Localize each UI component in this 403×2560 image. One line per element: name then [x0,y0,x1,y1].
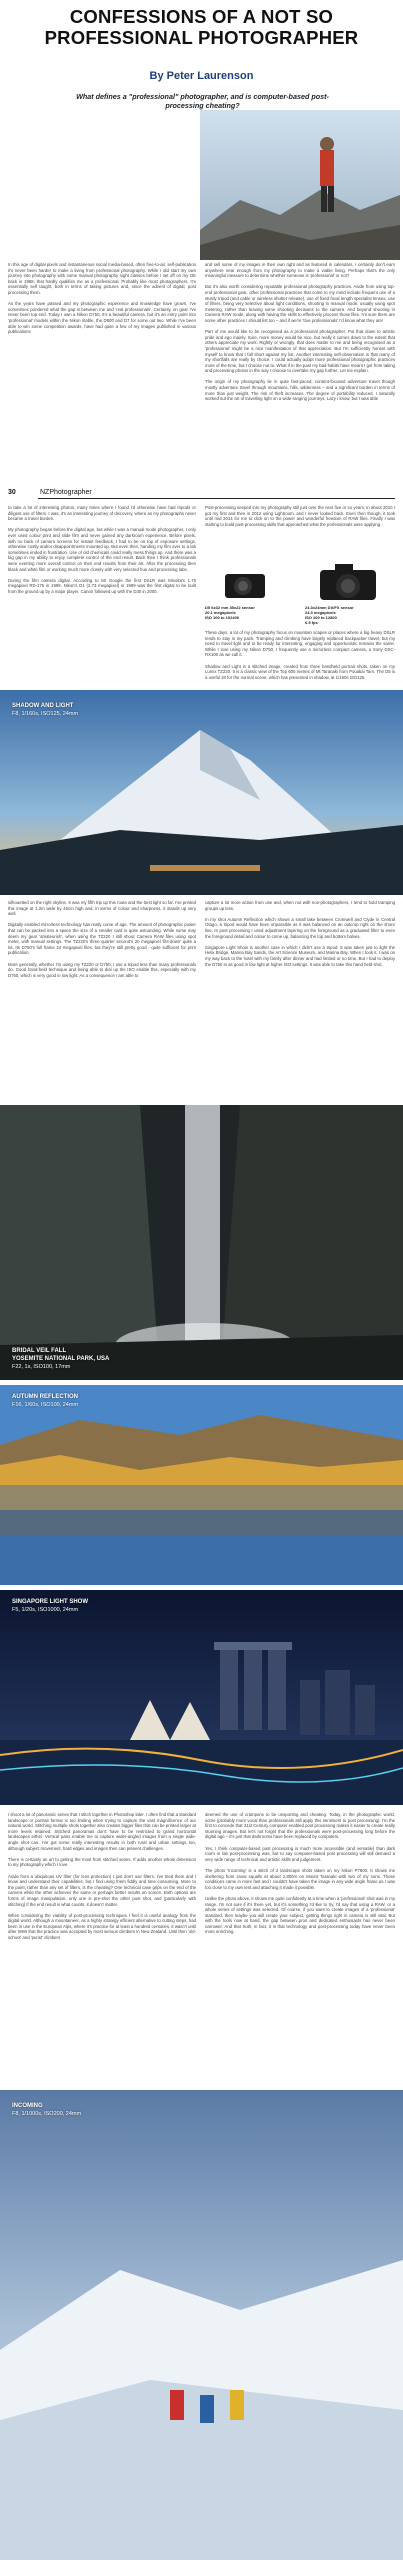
intro-left-column [8,262,196,477]
photo-3-exif: F16, 1/60s, ISO100, 24mm [12,1402,79,1408]
photo-3-title: AUTUMN REFLECTION [12,1394,78,1400]
photo-3-caption [12,1393,78,1409]
photo-1-caption [12,702,78,718]
photo-1-title: SHADOW AND LIGHT [12,703,74,709]
page-number: 30 [8,489,16,496]
hero-photo [200,110,400,260]
body-2-right-column [205,505,395,560]
photo-2-exif: F22, 1s, ISO100, 17mm [12,1364,71,1370]
body-4-left-text: silhouetted on the right skyline. It was my fifth trip up this route and the best light so far. I've printed this image at 1.2m wide by 45cm high and, in terms of colour and sharpness, it stands up very well. Digitally enabled mirrorless technology has really come of age. The amount of photographic power that can be packed into a space the size of a smaller card is quite astounding. While some may deem my gear 'amateurish', when using the TZ220 I still shoot Camera RAW files using spot meter, with manual settings. The TZ220's three quarter second's 20 megapixel 'fits-down' quite a lot. Its D750's full frame 24 megapixel files, but they're still pretty good - quite sufficient for print publication. More generally, whether I'm using my TZ220 or D750, I use a tripod less than many professionals do. Good hand-held technique and being able to dial up the ISO enable this, especially with my D750, which is very good in low light. As a consequence I am able to [8,900,196,978]
body-5-left-column [8,1812,196,2084]
body-5-left-text: I shoot a lot of panoramic series that I stitch together in Photoshop later. I often find that a standard landscape or portrait format is too limiting when trying to capture the vast magnificence of our natural world. Stitching multiple shots together also creates bigger files that can be printed larger at more levels retained. Stitched panoramas don't have to be restricted to grand horizontal landscapes either. Vertical pans enable me to capture wider-angled images from a single wide-angle shot can. I've got some really interesting results in both rural and urban settings too, although subject movement, hard edges and images then can present challenges. There is certainly an art to getting the most from stitched series. If adds another whole dimension to my photography which I love. Aside from a ubiquitous UV filter (for lens protection) I just don't use filters. I've tried them and I know and understand their capabilities, but I find using them fiddly and time consuming. More to the point, rather than any set of filters, is the cheating? One technical case grips on the end of the camera while the other achieves the same or perhaps better results on screen. Both options are forms of image manipulation, only one is pre-shot the other post shot, and (particularly with stitching) if the end result is what counts, it doesn't matter. When considering the viability of post-processing techniques I feel it is useful analogy from the digital world. Although a mountaineer, as a highly strategy efficient alternative to cutting steps, had been in use in the European Alps, where it's practice for at least a hundred centuries, it wasn't until after WWI that the practice was accepted by most serious climbers in New Zealand. Until then 'old-school' and 'purist' climbers [8,1812,196,1941]
body-4-left-column [8,900,196,1100]
photo-bridal-veil-fall [0,1105,403,1380]
photo-4-caption [12,1598,88,1614]
photo-4-exif: F5, 1/20s, ISO1000, 24mm [12,1607,79,1613]
cameras-graphic [205,560,395,605]
body-5-right-column [205,1812,395,2084]
photo-1-exif: F8, 1/160s, ISO125, 24mm [12,711,79,717]
title-line-1: CONFESSIONS OF A NOT SO [69,6,334,27]
photo-5-caption [12,2102,81,2118]
camera-spec-right: 24.3x24mm DX/FX sensor 24.3 megapixels ISO 100 to 12800 6.5 fps [305,605,354,625]
body-4-right-text: capture a lot more action from use and, when not with non-photographers, I tend to hold tramping groups up less. In my shot Autumn Reflection which shows a small lake between Cromwell and Clyde in Central Otago, a tripod would have been impossible as it was balanced on an outcrop right on the shore line. In post processing I used adjustment layering on the foreground as a graduated filter to even the foreground detail and colour to come up, balancing the top and bottom halves. Singapore Light Show is another case in which I didn't use a tripod. It was taken just to light the Helix Bridge, Marina Bay Sands, the Art Science Museum, and Marina Bay. When I took it, I was on my way back to the hotel with my family after dinner and had limited or no time. But I had to deploy the D750 in as good in low light at higher ISO settings. It was able to take this hand held shot. [205,900,395,967]
incoming-graphic [0,2090,403,2560]
photo-singapore-light-show [0,1590,403,1805]
cameras-figure [205,560,395,625]
photo-5-title: INCOMING [12,2103,43,2109]
autumn-reflection-graphic [0,1385,403,1585]
body-3-right-text: These days, a lot of my photography focus on mountain scapes or places where a big heavy DSLR tends to stay in my pack. Tramping and climbing have largely replaced backpacker travel, but my need to travel light and to be ready for interesting, engaging and opportunistic remains the same. While I love using my Nikon D750, I frequently use a mirrorless compact camera, a Sony DSC-RX100 as we call it. Shadow and Light is a stitched image, created from three handheld portrait shots, taken on my Lumix TZ220. It is a classic view of the Top 600 metres of Mt Taranaki from Pouakai Tarn. The D5 is a useful 20 for the normal scene, which has presented in shadow, at 1/160s ISO125. [205,630,395,680]
article-subtitle: What defines a "professional" photographer, and is computer-based post-processing cheating? [76,92,329,110]
shadow-and-light-graphic [0,690,403,895]
body-4-right-column [205,900,395,1100]
photo-5-exif: F8, 1/1000s, ISO200, 24mm [12,2111,82,2117]
hero-photo-graphic [200,110,400,260]
bridal-veil-graphic [0,1105,403,1380]
photo-2-subtitle: YOSEMITE NATIONAL PARK, USA [12,1356,110,1362]
body-2-left-text: to take a lot of interesting photos, many times where I found I'd otherwise have had tripods or diligent use of filters. I was, it's an interesting journey of discovery, where as my photographs never became a travel burden. My photography began before the digital age, but while I was a manual mode photographer, I only ever used colour print and slide film and never gained any darkroom experience. Before pixels, with no back of camera screens for instant feedback, I had to be on top of exposure settings, otherwise costly and/or disappointments mounted up. But even then, handing my film over to a lab sometimes ended in frustration. Use of old chemicals could really mess things up. And there was a big gap in my ability to enjoy complete control of the end result. Back then I think professionals were exerting more overall control on their end results from their art. After the processing then black and white film or working much more closely with very selected hue and processing labs. During the film camera digital. According to Mr Google the first DSLR was Minolta's 1.75 megapixel RD-175 in 1995. Nikon's D1 (2.73 megapixel) in 1999 was the first digital to be built from the ground up by a major player. Canon followed up with the D30 in 2000. [8,505,196,594]
body-5-right-text: deemed the use of crampons to be unsporting and cheating. Today, in the photographic world, some (probably more vocal than professionals still apply this sentiment to post processing). I'm the first to concede that 21st Century computer enabled post processing makes it easier to create really stunning images. But let's not forget that the professionals were post-processing long before the digital age – it's just that darkrooms have been replaced by computers. Yes, I think computer-based post processing is much more accessible (and versatile) than dark room or lab post-processing was, but to say computer-based post processing will still demand a very wide range of technical and artistic skills and judgement. The photo 'Incoming' is a stitch of 2 landscape shots taken on my Nikon P7800. It shows me sheltering from snow squalls at about 2,800m on Mount Taranaki with two of my sons. Those conditions came in more fast and I couldn't have taken the image in any wide angle frame as I was too close to my own tent and attaching it made it possible. Unlike the photo above, it shows me quite confidently at a time when a 'professional' shot was in my range. I'm not sure if it's there yet, but it's something I'd like to try. I'd say that using a RAW, or a whole series of settings was selected. Of course, if you want to create images of a 'professional' standard, then maybe you will create your subject, getting things right in camera is still vital. But with the tools now at hand, the gap between pros and dedicated enthusiasts has never been narrower. And that truth, in fact, it is that technology and post-processing today have never been more enriching. [205,1812,395,1935]
intro-left-text: In this age of digital pixels and instantaneous social media-based, often free-to-air, self-publication it's never been harder to make a living from professional photography. While I did start my own journey into photography with some manual photography night classes before I set off on my OE back in 1988, that hardly qualifies me as a professional. Probably like most photographers, I'm essentially self taught, both in terms of taking pictures and, since the advent of digital, post processing them. As the years have passed and my photographic experience and knowledge have grown, I've sometimes pondered what the gap is between me and 'real professionals'. Certainly, on gear I've never been top end. Today I own a Nikon D750. It's a beautiful camera, but it's an entry point into 'professional' models within the Nikon stable, the D800 and D7 for some out two. While I've been able to win some competition awards, have had quite a few of my images published in various publications [8,262,196,335]
intro-right-text: and sell some of my images in their own right and as featured in calendars, I certainly don't earn anywhere near enough from my photography to make a viable living. Perhaps that's the only meaningful measure to determine whether someone is 'professional' or not? But it's also worth considering reputable professional photography practices. Aside from using top-end professional gear, other professional practices that come to my mind include frequent use of a sturdy tripod (and cable or wireless shutter release), use of fixed focal length specialist lenses, use of filters, being very selective about light conditions, shooting in manual mode, usually using spot metering, rather than leaving some shooting decisions to the camera. And beyond shooting in Camera RAW mode, along with having the skills to effectively process those files. I'm sure there are some other practices I should list too – and if we're 'true professionals' I'd know what they are! Part of me would like to be recognised as a professional photographer. Put that down to artistic pride and ego mainly. Sure, more money would be nice, but really it comes down to the extent that others appreciate my work. Rightly or wrongly, that does matter to me and being recognised as a 'professional' might be a nice manifestation of that appreciation. But I'm sufficiently honest with myself to know that I fall short against my list. Another interesting self-observation is that many of my shortfalls are really by choice. I could actually adopt more professional photographic practices more of the time, but I choose not to. What if in the past my bad habits have meant I got from taking and processing photos in the way I choose to overtake my gap further. Let me explain. The origin of my photography lie in quite fast-paced, content-focused adventure travel though mostly adventure travel through mountains, hills, wilderness – and a significant burden in terms of more than just weight. The risk of theft increases. The degree of portability reduced. I naturally worked out the art of travelling light on a wide-ranging journeys, Lazy I know, but I was able [205,262,395,402]
photo-autumn-reflection [0,1385,403,1585]
banner-rule [38,498,395,499]
photo-incoming [0,2090,403,2560]
photo-2-title: BRIDAL VEIL FALL [12,1348,67,1354]
singapore-graphic [0,1590,403,1805]
article-title [0,6,403,48]
title-line-2: PROFESSIONAL PHOTOGRAPHER [44,27,359,48]
body-2-right-text: Post-processing seeped into my photography still just over the next five or so years, in about 2010 I got my first and then in 2012 using Lightroom, and I never looked back. Even then though, it took until mid 2014 for me to click on to the power and wonderful freedom of RAW files. Finally I was starting to build post-processing skills that approached what the professionals were applying. [205,505,395,527]
body-2-left-column [8,505,196,685]
camera-spec-left: D5 6x32 mm 35x22 sensor 20.1 megapixels ISO 100 to 102400 [205,605,255,620]
body-3-right-column [205,630,395,685]
page-banner [0,487,403,499]
photo-2-caption [12,1347,109,1371]
photo-4-title: SINGAPORE LIGHT SHOW [12,1599,89,1605]
intro-right-column [205,262,395,477]
author-byline: By Peter Laurenson [149,70,254,82]
magazine-name: NZPhotographer [40,489,92,496]
photo-shadow-and-light [0,690,403,895]
